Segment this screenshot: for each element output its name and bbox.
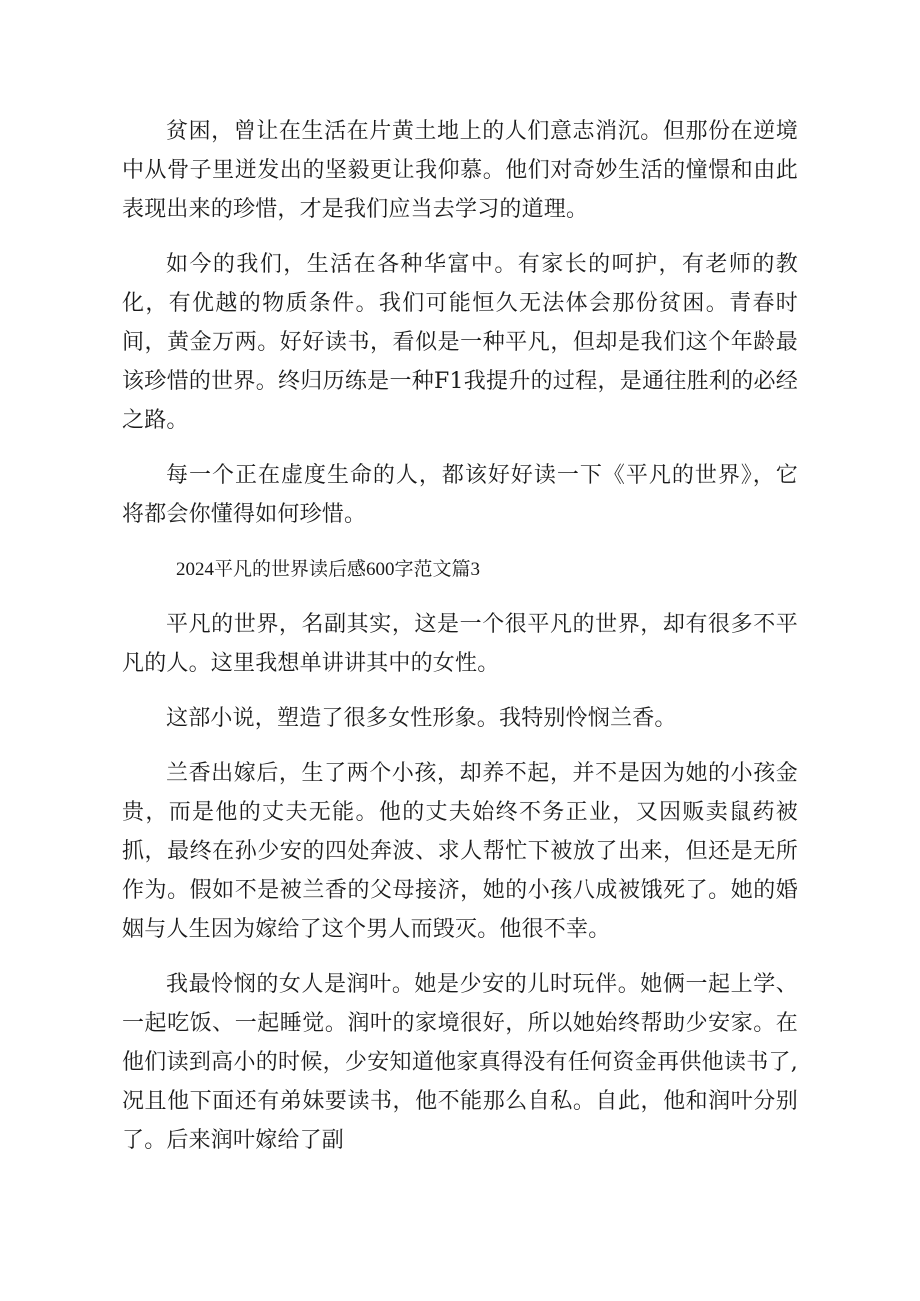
- paragraph-recommendation: 每一个正在虚度生命的人，都该好好读一下《平凡的世界》，它将都会你懂得如何珍惜。: [122, 463, 798, 527]
- paragraph-intro-women: 平凡的世界，名副其实，这是一个很平凡的世界，却有很多不平凡的人。这里我想单讲讲其中的女性。: [122, 612, 798, 676]
- paragraph-lanxiang-intro: 这部小说，塑造了很多女性形象。我特别怜悯兰香。: [166, 706, 677, 731]
- paragraph-lanxiang-story: 兰香出嫁后，生了两个小孩，却养不起，并不是因为她的小孩金贵，而是他的丈夫无能。他的丈夫始终不务正业，又因贩卖鼠药被抓，最终在孙少安的四处奔波、求人帮忙下被放了出来，但还是无所作为。假如不是被兰香的父母接济，她的小孩八成被饿死了。她的婚姻与人生因为嫁给了这个男人而毁灭。他很不幸。: [122, 761, 798, 942]
- paragraph-runye-story: 我最怜悯的女人是润叶。她是少安的儿时玩伴。她俩一起上学、一起吃饭、一起睡觉。润叶的家境很好，所以她始终帮助少安家。在他们读到高小的时候，少安知道他家真得没有任何资金再供他读书了,况且他下面还有弟妹要读书，他不能那么自私。自此，他和润叶分别了。后来润叶嫁给了副: [122, 972, 798, 1153]
- paragraph-poverty: 贫困，曾让在生活在片黄土地上的人们意志消沉。但那份在逆境中从骨子里迸发出的坚毅更让我仰慕。他们对奇妙生活的憧憬和由此表现出来的珍惜，才是我们应当去学习的道理。: [122, 119, 798, 222]
- paragraph-today: 如今的我们，生活在各种华富中。有家长的呵护，有老师的教化，有优越的物质条件。我们可能恒久无法体会那份贫困。青春时间，黄金万两。好好读书，看似是一种平凡，但却是我们这个年龄最该珍惜的世界。终归历练是一种F1我提升的过程，是通往胜利的必经之路。: [122, 252, 798, 433]
- document-body: [122, 112, 798, 1176]
- section-heading: 2024平凡的世界读后感600字范文篇3: [176, 559, 481, 580]
